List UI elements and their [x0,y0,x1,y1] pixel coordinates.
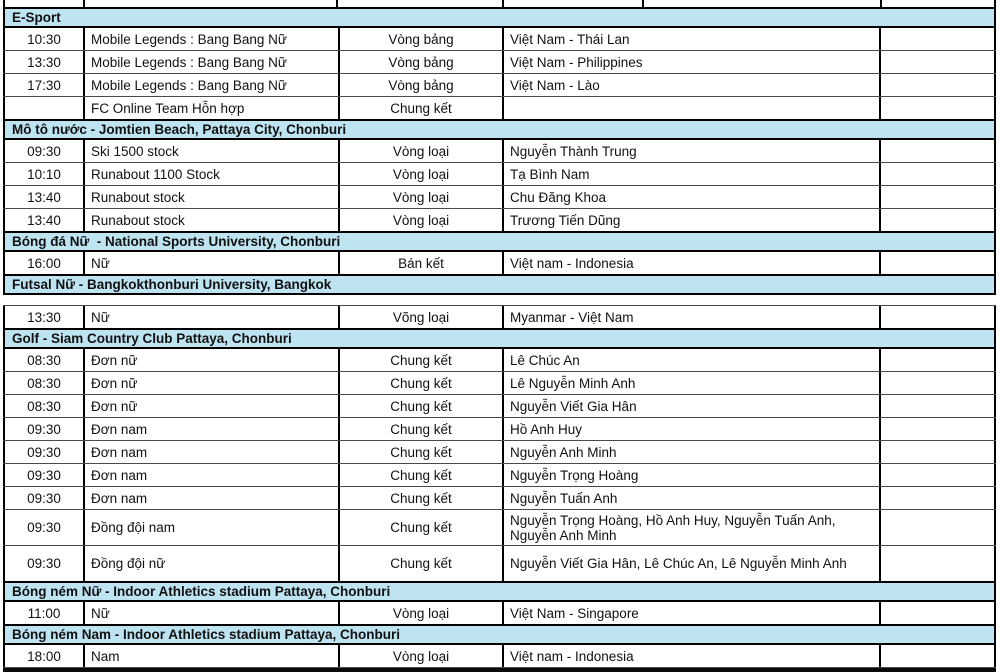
participants-cell: Việt nam - Indonesia [504,252,881,274]
schedule-row [3,163,996,186]
schedule-row [3,418,996,441]
round-cell: Chung kết [340,546,504,581]
note-cell [881,97,996,119]
round-cell: Chung kết [340,395,504,417]
time-cell: 10:30 [3,28,85,50]
schedule-row [3,510,996,546]
time-cell: 13:30 [3,306,85,328]
time-cell: 18:00 [3,645,85,667]
time-cell: 11:00 [3,602,85,624]
note-cell [881,252,996,274]
time-cell: 08:30 [3,349,85,371]
event-cell: Đơn nam [85,418,340,440]
participants-cell: Myanmar - Việt Nam [504,306,881,328]
round-cell: Bán kết [340,252,504,274]
event-cell: Mobile Legends : Bang Bang Nữ [85,51,340,73]
participants-cell: Việt Nam - Singapore [504,602,881,624]
participants-cell: Lê Chúc An [504,349,881,371]
participants-cell: Hồ Anh Huy [504,418,881,440]
time-cell: 09:30 [3,487,85,509]
time-cell: 08:30 [3,372,85,394]
participants-cell [504,97,881,119]
note-cell [881,510,996,545]
round-cell: Chung kết [340,418,504,440]
participants-cell: Việt Nam - Philippines [504,51,881,73]
schedule-row [3,252,996,274]
note-cell [881,418,996,440]
cutoff-cell [338,0,504,7]
event-cell: Ski 1500 stock [85,140,340,162]
note-cell [881,464,996,486]
event-cell: Mobile Legends : Bang Bang Nữ [85,28,340,50]
note-cell [881,140,996,162]
cutoff-cell [882,0,996,7]
note-cell [881,487,996,509]
event-cell: Đơn nam [85,464,340,486]
event-cell: Nam [85,645,340,667]
cutoff-cell [644,0,882,7]
schedule-row [3,464,996,487]
section-header: E-Sport [3,7,996,28]
schedule-row [3,305,996,328]
event-cell: Runabout stock [85,209,340,231]
note-cell [881,349,996,371]
cutoff-cell [85,0,338,7]
participants-cell: Chu Đăng Khoa [504,186,881,208]
cutoff-border-bottom [3,668,996,672]
note-cell [881,51,996,73]
event-cell: Đơn nữ [85,372,340,394]
participants-cell: Lê Nguyễn Minh Anh [504,372,881,394]
participants-cell: Nguyễn Viết Gia Hân, Lê Chúc An, Lê Nguyễn Minh Anh [504,546,881,581]
time-cell: 13:30 [3,51,85,73]
note-cell [881,645,996,667]
time-cell: 10:10 [3,163,85,185]
round-cell: Vòng loại [340,163,504,185]
schedule-row [3,97,996,119]
participants-cell: Nguyễn Trọng Hoàng [504,464,881,486]
event-cell: Runabout 1100 Stock [85,163,340,185]
section-header: Golf - Siam Country Club Pattaya, Chonburi [3,328,996,349]
schedule-row [3,186,996,209]
event-cell: FC Online Team Hỗn hợp [85,97,340,119]
schedule-row [3,645,996,668]
note-cell [881,74,996,96]
event-cell: Runabout stock [85,186,340,208]
schedule-row [3,51,996,74]
round-cell: Vòng bảng [340,51,504,73]
round-cell: Vòng bảng [340,74,504,96]
schedule-row [3,602,996,624]
event-cell: Đơn nữ [85,349,340,371]
round-cell: Chung kết [340,487,504,509]
round-cell: Vòng bảng [340,28,504,50]
time-cell: 09:30 [3,464,85,486]
time-cell: 09:30 [3,140,85,162]
schedule-row [3,209,996,231]
event-cell: Nữ [85,306,340,328]
time-cell: 09:30 [3,546,85,581]
spacer-row [3,295,996,305]
participants-cell: Việt Nam - Thái Lan [504,28,881,50]
note-cell [881,163,996,185]
round-cell: Chung kết [340,441,504,463]
time-cell: 09:30 [3,510,85,545]
note-cell [881,306,996,328]
section-header: Bóng ném Nữ - Indoor Athletics stadium Pattaya, Chonburi [3,581,996,602]
schedule-row [3,28,996,51]
schedule-table [3,0,996,672]
schedule-row [3,372,996,395]
note-cell [881,441,996,463]
round-cell: Vòng loại [340,140,504,162]
event-cell: Đồng đội nam [85,510,340,545]
note-cell [881,602,996,624]
round-cell: Chung kết [340,97,504,119]
participants-cell: Nguyễn Thành Trung [504,140,881,162]
event-cell: Đồng đội nữ [85,546,340,581]
participants-cell: Nguyễn Anh Minh [504,441,881,463]
event-cell: Nữ [85,252,340,274]
round-cell: Chung kết [340,510,504,545]
participants-cell: Việt nam - Indonesia [504,645,881,667]
time-cell: 09:30 [3,441,85,463]
time-cell: 08:30 [3,395,85,417]
cutoff-row-top [3,0,996,7]
time-cell: 13:40 [3,209,85,231]
cutoff-cell [504,0,644,7]
section-header: Mô tô nước - Jomtien Beach, Pattaya City, Chonburi [3,119,996,140]
event-cell: Đơn nam [85,487,340,509]
event-cell: Đơn nữ [85,395,340,417]
schedule-row [3,140,996,163]
cutoff-cell [3,0,85,7]
round-cell: Vòng loại [340,186,504,208]
round-cell: Chung kết [340,464,504,486]
time-cell: 17:30 [3,74,85,96]
participants-cell: Nguyễn Tuấn Anh [504,487,881,509]
participants-cell: Việt Nam - Lào [504,74,881,96]
event-cell: Nữ [85,602,340,624]
schedule-row [3,74,996,97]
note-cell [881,546,996,581]
round-cell: Vòng loại [340,645,504,667]
time-cell: 13:40 [3,186,85,208]
round-cell: Vòng loại [340,209,504,231]
participants-cell: Nguyễn Trọng Hoàng, Hồ Anh Huy, Nguyễn Tuấn Anh, Nguyễn Anh Minh [504,510,881,545]
schedule-row [3,546,996,581]
schedule-row [3,441,996,464]
schedule-row [3,349,996,372]
note-cell [881,28,996,50]
section-header: Bóng đá Nữ - National Sports University, Chonburi [3,231,996,252]
note-cell [881,209,996,231]
schedule-row [3,395,996,418]
time-cell [3,97,85,119]
section-header: Bóng ném Nam - Indoor Athletics stadium Pattaya, Chonburi [3,624,996,645]
round-cell: Võng loại [340,306,504,328]
round-cell: Vòng loại [340,602,504,624]
section-header: Futsal Nữ - Bangkokthonburi University, Bangkok [3,274,996,295]
round-cell: Chung kết [340,349,504,371]
participants-cell: Trương Tiến Dũng [504,209,881,231]
schedule-sections [3,7,996,668]
note-cell [881,372,996,394]
participants-cell: Tạ Bình Nam [504,163,881,185]
schedule-row [3,487,996,510]
time-cell: 09:30 [3,418,85,440]
note-cell [881,395,996,417]
event-cell: Đơn nam [85,441,340,463]
round-cell: Chung kết [340,372,504,394]
event-cell: Mobile Legends : Bang Bang Nữ [85,74,340,96]
participants-cell: Nguyễn Viết Gia Hân [504,395,881,417]
note-cell [881,186,996,208]
time-cell: 16:00 [3,252,85,274]
